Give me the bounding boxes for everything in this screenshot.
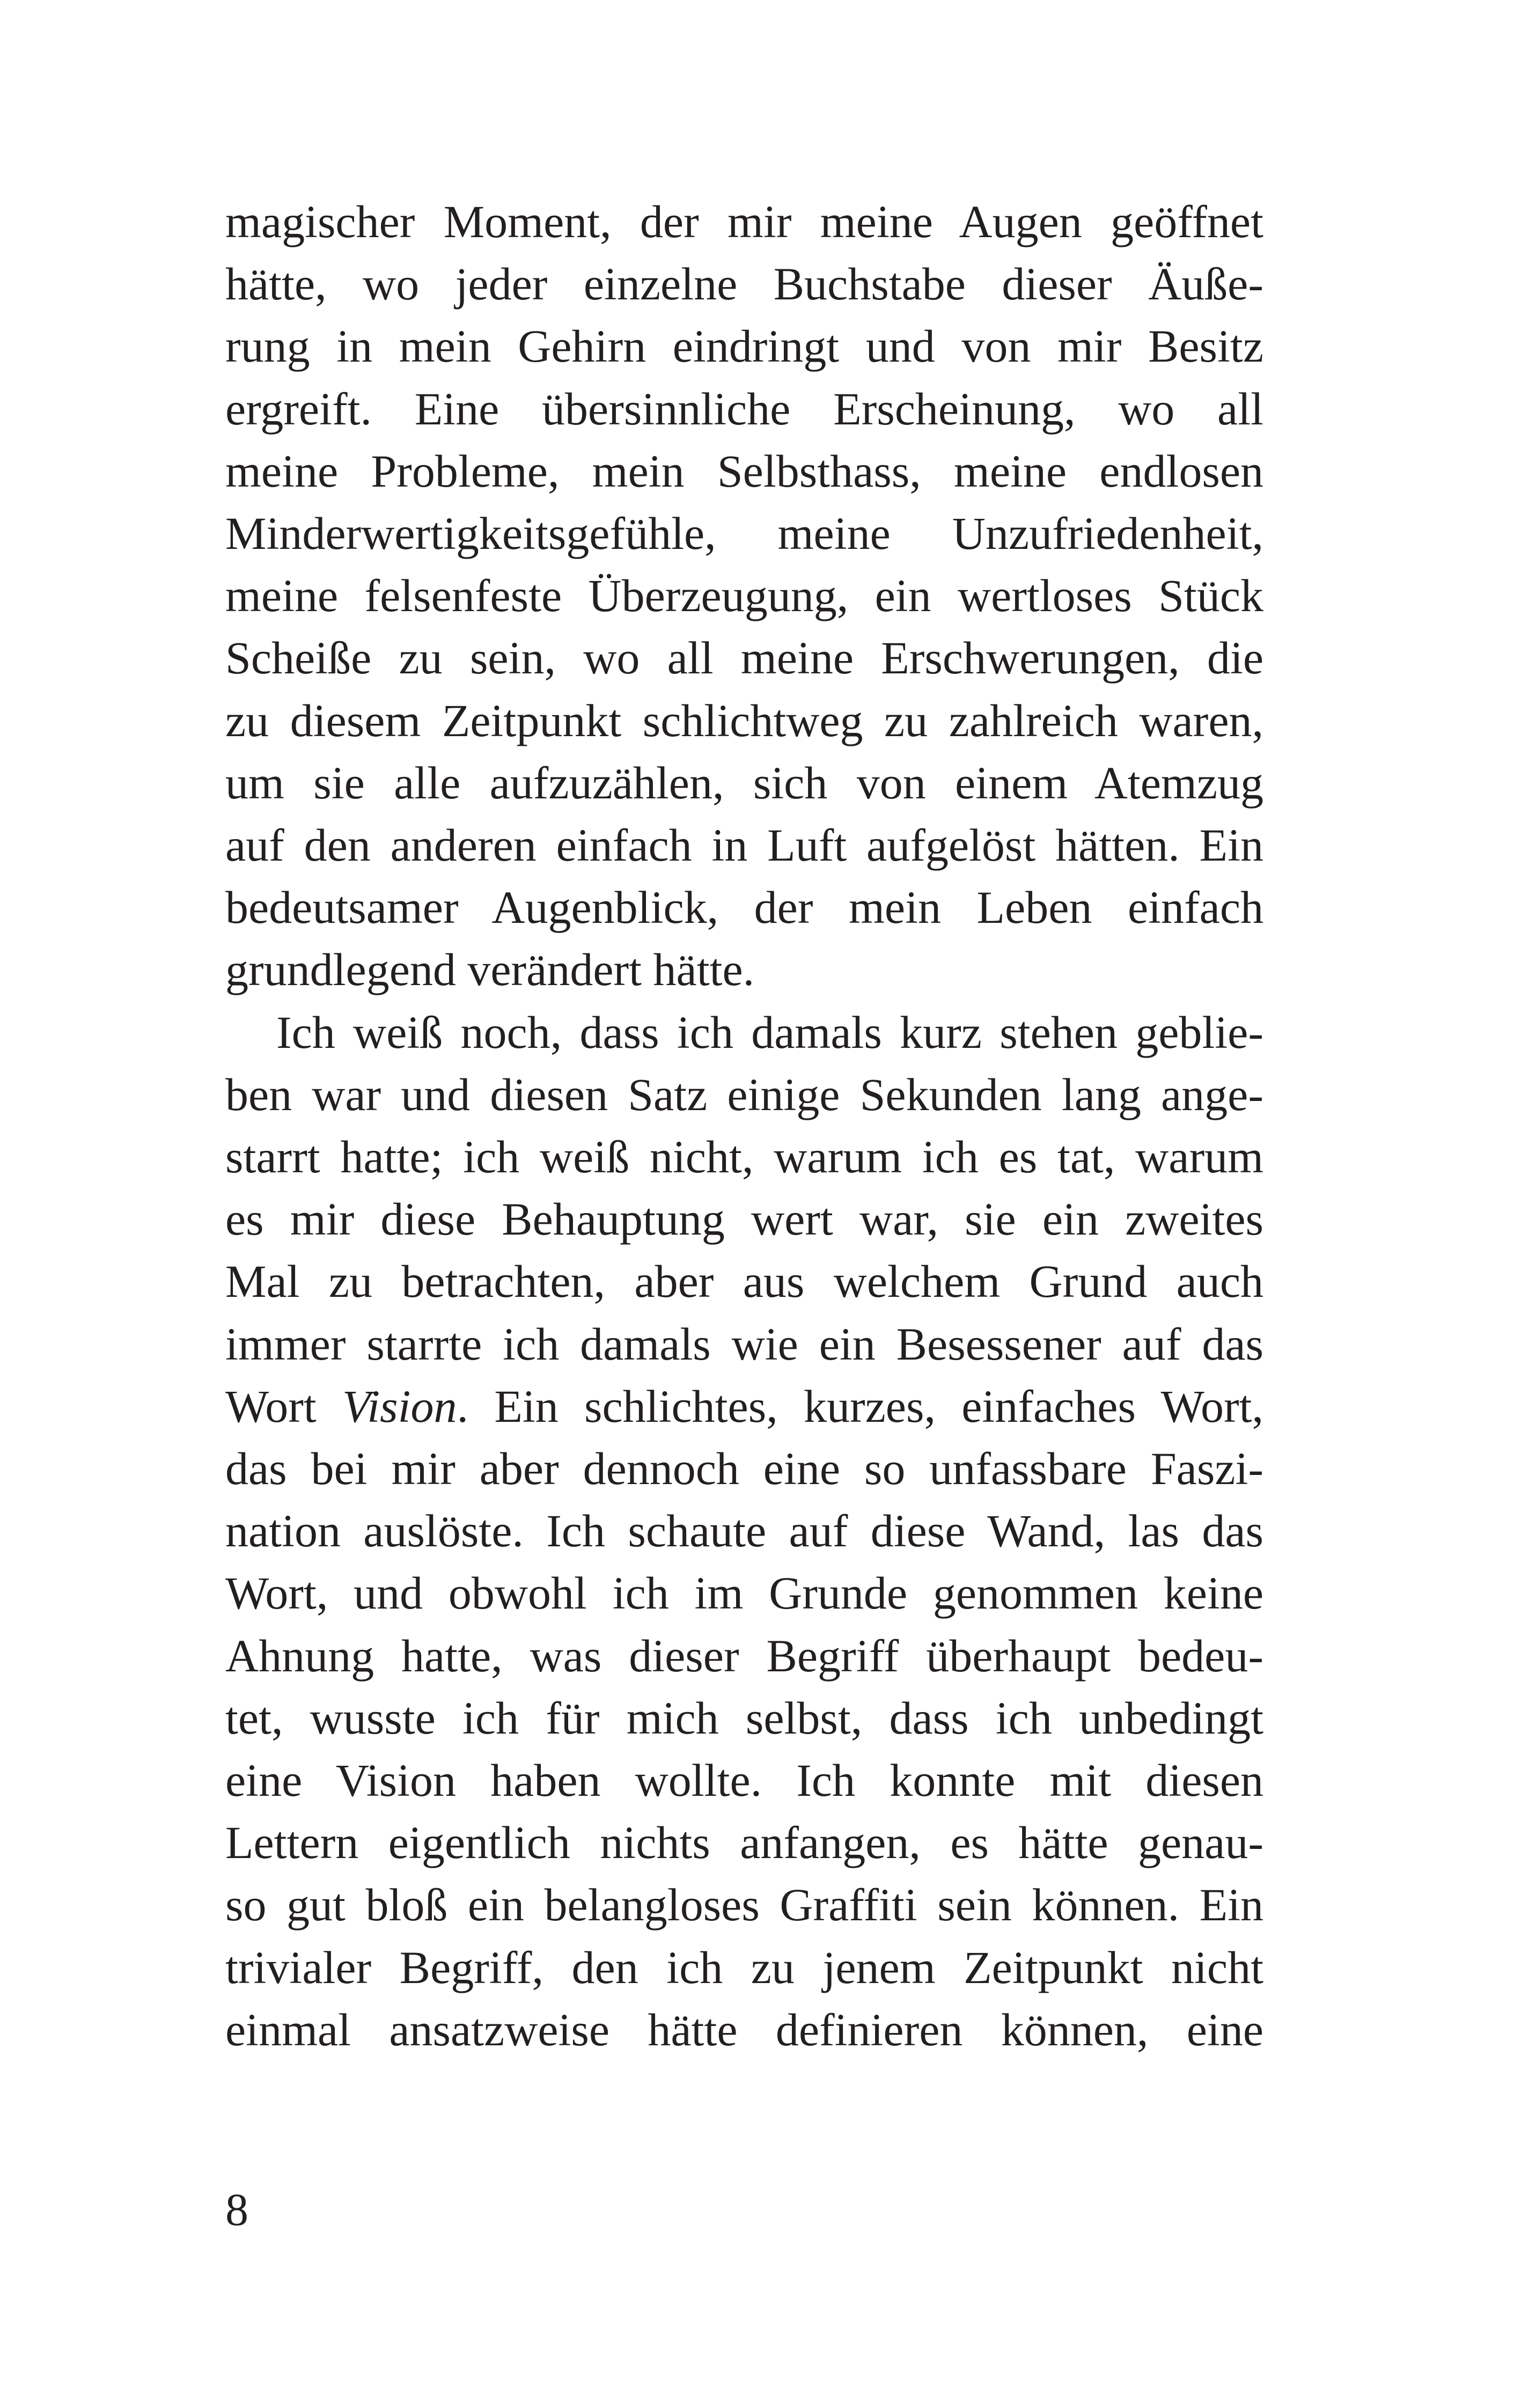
body-text <box>225 190 1263 2061</box>
text-line: tet, wusste ich für mich selbst, dass ich unbedingt <box>225 1692 1263 1744</box>
text-line: Ahnung hatte, was dieser Begriff überhaupt bedeu- <box>225 1629 1263 1682</box>
text-line: das bei mir aber dennoch eine so unfassbare Faszi- <box>225 1443 1263 1495</box>
text-line: um sie alle aufzuzählen, sich von einem Atemzug <box>225 757 1263 809</box>
text-line: Scheiße zu sein, wo all meine Erschwerungen, die <box>225 632 1263 684</box>
text-line: Ich weiß noch, dass ich damals kurz stehen geblie- <box>276 1006 1263 1058</box>
text-line: hätte, wo jeder einzelne Buchstabe dieser Äuße- <box>225 258 1263 310</box>
line-segment: . Ein schlichtes, kurzes, einfaches Wort, <box>457 1380 1263 1432</box>
italic-word: Vision <box>342 1380 457 1432</box>
text-line: starrt hatte; ich weiß nicht, warum ich es tat, warum <box>225 1131 1263 1183</box>
text-line: trivialer Begriff, den ich zu jenem Zeitpunkt nicht <box>225 1941 1263 1993</box>
text-line: Minderwertigkeitsgefühle, meine Unzufriedenheit, <box>225 508 1263 560</box>
text-line-with-italic <box>225 1375 1263 1437</box>
text-line: Lettern eigentlich nichts anfangen, es hätte genau- <box>225 1817 1263 1869</box>
text-line: magischer Moment, der mir meine Augen geöffnet <box>225 196 1263 247</box>
text-line: auf den anderen einfach in Luft aufgelöst hätten. Ein <box>225 819 1263 871</box>
text-line: ben war und diesen Satz einige Sekunden lang ange- <box>225 1068 1263 1120</box>
text-line: so gut bloß ein belangloses Graffiti sein können. Ein <box>225 1879 1263 1931</box>
text-line: Mal zu betrachten, aber aus welchem Grund auch <box>225 1256 1263 1308</box>
text-line: nation auslöste. Ich schaute auf diese Wand, las das <box>225 1505 1263 1557</box>
text-line: meine felsenfeste Überzeugung, ein wertloses Stück <box>225 570 1263 622</box>
text-line: rung in mein Gehirn eindringt und von mir Besitz <box>225 320 1263 372</box>
text-line: meine Probleme, mein Selbsthass, meine endlosen <box>225 445 1263 497</box>
text-line: grundlegend verändert hätte. <box>225 944 755 996</box>
text-line: Wort, und obwohl ich im Grunde genommen keine <box>225 1567 1263 1619</box>
text-line: ergreift. Eine übersinnliche Erscheinung, wo all <box>225 383 1263 435</box>
text-line: es mir diese Behauptung wert war, sie ein zweites <box>225 1193 1263 1245</box>
text-line: immer starrte ich damals wie ein Besessener auf das <box>225 1318 1263 1370</box>
text-line: einmal ansatzweise hätte definieren können, eine <box>225 2003 1263 2055</box>
text-line: eine Vision haben wollte. Ich konnte mit diesen <box>225 1754 1263 1807</box>
text-line: bedeutsamer Augenblick, der mein Leben einfach <box>225 882 1263 934</box>
line-segment: Wort <box>225 1380 343 1432</box>
text-line: zu diesem Zeitpunkt schlichtweg zu zahlreich waren, <box>225 694 1263 746</box>
page-number: 8 <box>225 2184 248 2235</box>
